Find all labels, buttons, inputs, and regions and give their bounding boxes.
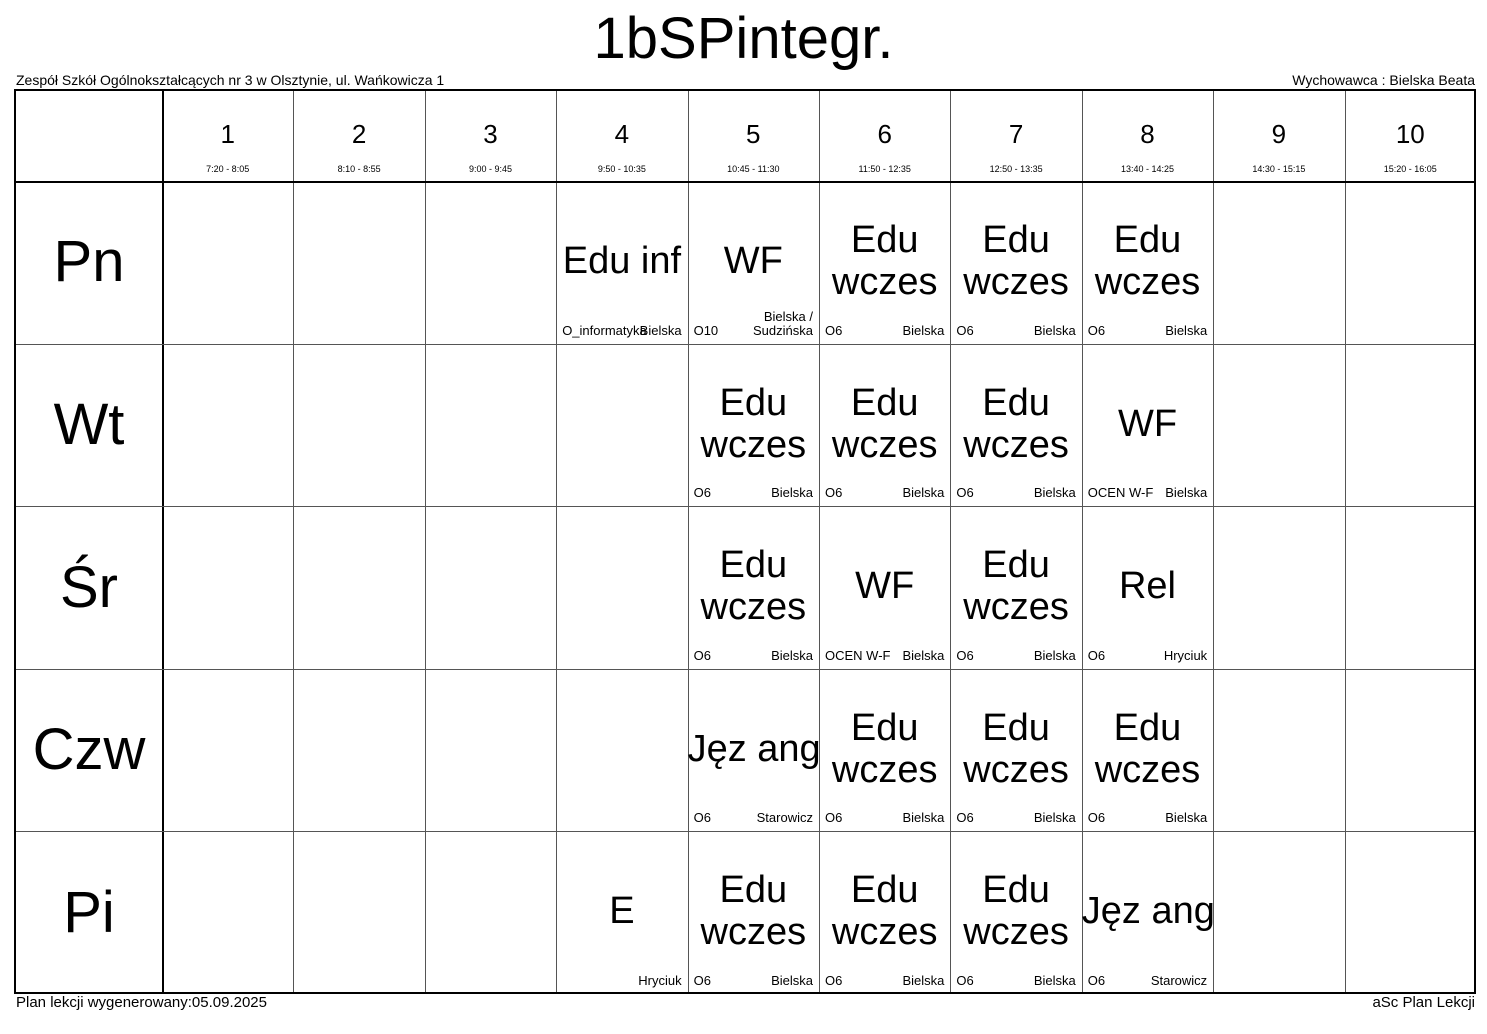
lesson-subject: Edu wczes — [963, 544, 1069, 629]
period-header — [293, 91, 424, 181]
lesson-cell — [950, 344, 1081, 507]
app-name: aSc Plan Lekcji — [1372, 994, 1475, 1011]
lesson-room: O6 — [825, 322, 843, 338]
lesson-room: O6 — [693, 972, 711, 988]
column-divider — [1213, 91, 1214, 992]
lesson-room: OCEN W-F — [825, 647, 891, 663]
period-time: 15:20 - 16:05 — [1383, 164, 1437, 174]
period-time: 9:00 - 9:45 — [468, 164, 512, 174]
lesson-teacher: Bielska — [902, 647, 945, 663]
day-name: Śr — [60, 554, 118, 620]
lesson-room: O6 — [693, 647, 711, 663]
lesson-room: O6 — [825, 972, 843, 988]
timetable-title: 1bSPintegr. — [593, 6, 894, 71]
lesson-teacher: Bielska — [902, 972, 945, 988]
lesson-cell — [556, 831, 687, 994]
lesson-subject: WF — [723, 240, 783, 282]
lesson-subject: Edu wczes — [1094, 706, 1201, 791]
period-header — [425, 91, 556, 181]
column-divider — [425, 91, 426, 992]
period-time: 10:45 - 11:30 — [727, 164, 780, 174]
lesson-teacher: Bielska — [1033, 647, 1076, 663]
timetable-grid — [14, 89, 1476, 994]
period-number: 3 — [483, 119, 498, 149]
lesson-room: O6 — [956, 322, 974, 338]
lesson-subject: Edu wczes — [831, 706, 938, 791]
period-time: 8:10 - 8:55 — [337, 164, 381, 174]
day-name: Czw — [32, 717, 146, 783]
lesson-room: OCEN W-F — [1087, 485, 1154, 501]
period-header — [688, 91, 819, 181]
lesson-cell — [950, 506, 1081, 669]
lesson-cell — [819, 831, 950, 994]
lesson-teacher: Bielska / Sudzińska — [753, 308, 813, 338]
lesson-teacher: Hryciuk — [1163, 647, 1208, 663]
lesson-room: O6 — [956, 810, 974, 826]
lesson-subject: Jęz ang — [1081, 890, 1215, 933]
period-time: 14:30 - 15:15 — [1252, 164, 1306, 174]
lesson-subject: Edu wczes — [700, 869, 807, 954]
period-header — [556, 91, 687, 181]
lesson-cell — [1082, 344, 1213, 507]
period-number: 8 — [1140, 119, 1155, 149]
lesson-room: O6 — [1087, 322, 1106, 338]
lesson-cell — [688, 669, 819, 832]
lesson-teacher: Starowicz — [756, 810, 813, 826]
lesson-cell — [688, 181, 819, 344]
generated-date: Plan lekcji wygenerowany:05.09.2025 — [16, 994, 267, 1011]
lesson-cell — [1082, 506, 1213, 669]
lesson-teacher: Hryciuk — [638, 972, 682, 988]
lesson-cell — [688, 506, 819, 669]
lesson-cell — [1082, 831, 1213, 994]
lesson-subject: Edu wczes — [700, 544, 807, 629]
lesson-room: O6 — [956, 485, 974, 501]
lesson-subject: WF — [1117, 402, 1178, 445]
lesson-subject: Edu wczes — [831, 869, 938, 954]
lesson-room: O6 — [693, 485, 711, 501]
period-number: 5 — [746, 119, 761, 149]
lesson-teacher: Bielska — [1165, 485, 1208, 501]
period-header — [162, 91, 293, 181]
lesson-subject: Edu wczes — [963, 706, 1069, 791]
column-divider — [1345, 91, 1346, 992]
lesson-room: O6 — [956, 972, 974, 988]
lesson-subject: Edu wczes — [831, 381, 938, 466]
lesson-teacher: Bielska — [902, 485, 945, 501]
lesson-room: O6 — [1087, 972, 1106, 988]
school-name: Zespół Szkół Ogólnokształcących nr 3 w Olsztynie, ul. Wańkowicza 1 — [16, 72, 445, 88]
lesson-cell — [819, 506, 950, 669]
lesson-cell — [688, 831, 819, 994]
lesson-subject: WF — [855, 565, 915, 608]
lesson-cell — [950, 181, 1081, 344]
period-number: 7 — [1008, 119, 1024, 149]
lesson-cell — [950, 669, 1081, 832]
lesson-teacher: Bielska — [902, 322, 945, 338]
lesson-teacher: Bielska — [771, 647, 813, 663]
period-time: 9:50 - 10:35 — [597, 164, 646, 174]
lesson-cell — [819, 669, 950, 832]
lesson-cell — [1082, 181, 1213, 344]
lesson-subject: Edu wczes — [831, 219, 938, 303]
lesson-subject: E — [609, 890, 635, 933]
period-number: 4 — [614, 119, 630, 149]
lesson-subject: Edu wczes — [963, 219, 1069, 303]
lesson-teacher: Bielska — [1165, 810, 1208, 826]
period-number: 10 — [1395, 119, 1425, 149]
lesson-room: O6 — [693, 810, 711, 826]
lesson-room: O6 — [825, 810, 843, 826]
lesson-teacher: Bielska — [771, 485, 813, 501]
lesson-room: O6 — [956, 647, 974, 663]
period-time: 11:50 - 12:35 — [858, 164, 911, 174]
lesson-room: O_informatyka — [562, 322, 647, 338]
lesson-cell — [819, 181, 950, 344]
period-time: 12:50 - 13:35 — [989, 164, 1043, 174]
lesson-teacher: Bielska — [1033, 972, 1076, 988]
lesson-subject: Edu wczes — [1094, 219, 1201, 303]
lesson-teacher: Bielska — [902, 810, 945, 826]
lesson-teacher: Bielska — [1033, 322, 1076, 338]
period-header — [1082, 91, 1213, 181]
lesson-cell — [1082, 669, 1213, 832]
lesson-teacher: Bielska — [771, 972, 813, 988]
lesson-room: O6 — [1087, 810, 1106, 826]
period-header — [1213, 91, 1344, 181]
lesson-teacher: Bielska — [1033, 810, 1076, 826]
lesson-subject: Edu wczes — [963, 869, 1069, 954]
lesson-teacher: Bielska — [1165, 322, 1208, 338]
period-header — [1345, 91, 1476, 181]
period-number: 2 — [351, 119, 367, 149]
day-name: Pi — [63, 879, 115, 945]
period-header — [819, 91, 950, 181]
lesson-cell — [950, 831, 1081, 994]
period-number: 1 — [220, 119, 235, 149]
lesson-cell — [688, 344, 819, 507]
period-time: 7:20 - 8:05 — [206, 164, 250, 174]
period-header — [950, 91, 1081, 181]
lesson-room: O6 — [1087, 647, 1106, 663]
day-name: Pn — [53, 229, 125, 295]
period-number: 9 — [1271, 119, 1287, 149]
lesson-teacher: Bielska — [1033, 485, 1076, 501]
lesson-subject: Edu inf — [562, 240, 682, 282]
period-number: 6 — [877, 119, 892, 149]
lesson-teacher: Bielska — [639, 322, 682, 338]
homeroom-teacher: Wychowawca : Bielska Beata — [1292, 72, 1475, 88]
lesson-subject: Rel — [1118, 565, 1176, 608]
lesson-cell — [819, 344, 950, 507]
lesson-teacher: Starowicz — [1150, 972, 1208, 988]
lesson-subject: Jęz ang — [687, 727, 821, 770]
day-name: Wt — [53, 391, 125, 457]
lesson-room: O6 — [825, 485, 843, 501]
lesson-subject: Edu wczes — [700, 381, 807, 466]
lesson-cell — [556, 181, 687, 344]
lesson-subject: Edu wczes — [963, 381, 1069, 466]
lesson-room: O10 — [693, 322, 719, 338]
column-divider — [293, 91, 294, 992]
period-time: 13:40 - 14:25 — [1120, 164, 1175, 174]
column-divider — [162, 91, 164, 992]
